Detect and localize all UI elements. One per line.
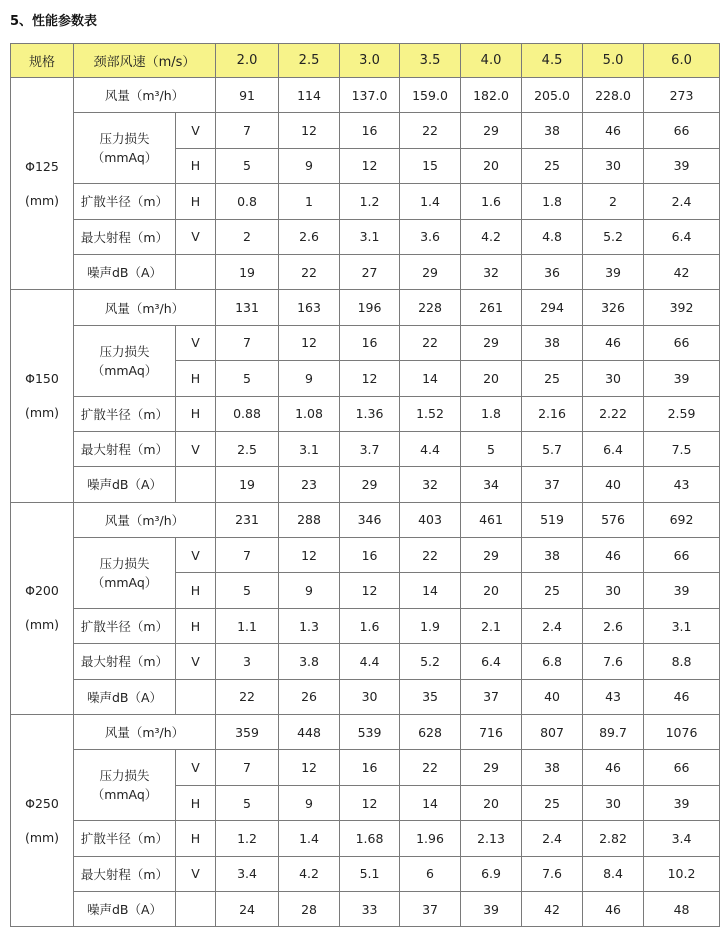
header-speed: 4.5 <box>522 44 583 78</box>
value-cell: 30 <box>583 148 644 183</box>
value-cell: 15 <box>400 148 461 183</box>
value-cell: 46 <box>583 113 644 148</box>
value-cell: 1.4 <box>279 821 340 856</box>
noise-label: 噪声dB（A） <box>74 467 176 502</box>
value-cell: 29 <box>461 750 522 785</box>
value-cell: 39 <box>644 573 720 608</box>
direction-h: H <box>176 573 216 608</box>
empty-cell <box>176 679 216 714</box>
value-cell: 5.7 <box>522 431 583 466</box>
table-row <box>11 431 720 466</box>
value-cell: 7 <box>216 750 279 785</box>
pressure-loss-unit: （mmAq） <box>91 787 158 803</box>
value-cell: 1076 <box>644 715 720 750</box>
value-cell: 3.8 <box>279 644 340 679</box>
header-speed: 4.0 <box>461 44 522 78</box>
pressure-loss-label <box>74 325 176 396</box>
value-cell: 38 <box>522 325 583 360</box>
value-cell: 231 <box>216 502 279 537</box>
value-cell: 7.6 <box>583 644 644 679</box>
value-cell: 89.7 <box>583 715 644 750</box>
pressure-loss-text: 压力损失 <box>99 131 150 147</box>
value-cell: 403 <box>400 502 461 537</box>
value-cell: 8.4 <box>583 856 644 891</box>
value-cell: 12 <box>279 750 340 785</box>
header-neck-speed: 颈部风速（m/s） <box>74 44 216 78</box>
value-cell: 131 <box>216 290 279 325</box>
pressure-loss-unit: （mmAq） <box>91 150 158 166</box>
value-cell: 1.3 <box>279 608 340 643</box>
value-cell: 576 <box>583 502 644 537</box>
value-cell: 2 <box>583 184 644 219</box>
direction-h: H <box>176 821 216 856</box>
value-cell: 5.2 <box>400 644 461 679</box>
value-cell: 228 <box>400 290 461 325</box>
value-cell: 30 <box>583 361 644 396</box>
header-speed: 5.0 <box>583 44 644 78</box>
value-cell: 43 <box>644 467 720 502</box>
value-cell: 66 <box>644 113 720 148</box>
diffusion-radius-label: 扩散半径（m） <box>74 184 176 219</box>
diffusion-radius-label: 扩散半径（m） <box>74 821 176 856</box>
value-cell: 22 <box>216 679 279 714</box>
noise-label: 噪声dB（A） <box>74 891 176 926</box>
value-cell: 205.0 <box>522 78 583 113</box>
value-cell: 7.6 <box>522 856 583 891</box>
value-cell: 6.9 <box>461 856 522 891</box>
value-cell: 24 <box>216 891 279 926</box>
value-cell: 48 <box>644 891 720 926</box>
value-cell: 3 <box>216 644 279 679</box>
value-cell: 20 <box>461 148 522 183</box>
value-cell: 159.0 <box>400 78 461 113</box>
value-cell: 20 <box>461 573 522 608</box>
value-cell: 20 <box>461 361 522 396</box>
value-cell: 26 <box>279 679 340 714</box>
value-cell: 9 <box>279 785 340 820</box>
value-cell: 29 <box>461 538 522 573</box>
direction-h: H <box>176 608 216 643</box>
table-row <box>11 184 720 219</box>
value-cell: 30 <box>583 785 644 820</box>
value-cell: 1.2 <box>340 184 400 219</box>
value-cell: 182.0 <box>461 78 522 113</box>
value-cell: 5 <box>216 361 279 396</box>
value-cell: 2.5 <box>216 431 279 466</box>
value-cell: 3.4 <box>644 821 720 856</box>
table-row <box>11 538 720 573</box>
value-cell: 12 <box>279 113 340 148</box>
airflow-label: 风量（m³/h） <box>74 78 216 113</box>
value-cell: 2.4 <box>522 821 583 856</box>
diffusion-radius-label: 扩散半径（m） <box>74 608 176 643</box>
value-cell: 29 <box>461 325 522 360</box>
value-cell: 114 <box>279 78 340 113</box>
header-speed: 2.5 <box>279 44 340 78</box>
value-cell: 7.5 <box>644 431 720 466</box>
value-cell: 2.6 <box>583 608 644 643</box>
pressure-loss-label <box>74 113 176 184</box>
value-cell: 6.4 <box>644 219 720 254</box>
table-row <box>11 254 720 289</box>
value-cell: 6.4 <box>583 431 644 466</box>
value-cell: 6 <box>400 856 461 891</box>
direction-v: V <box>176 325 216 360</box>
value-cell: 228.0 <box>583 78 644 113</box>
airflow-label: 风量（m³/h） <box>74 502 216 537</box>
value-cell: 519 <box>522 502 583 537</box>
value-cell: 28 <box>279 891 340 926</box>
value-cell: 628 <box>400 715 461 750</box>
value-cell: 20 <box>461 785 522 820</box>
value-cell: 2 <box>216 219 279 254</box>
value-cell: 2.4 <box>522 608 583 643</box>
direction-v: V <box>176 538 216 573</box>
value-cell: 8.8 <box>644 644 720 679</box>
value-cell: 3.1 <box>279 431 340 466</box>
value-cell: 12 <box>279 538 340 573</box>
value-cell: 692 <box>644 502 720 537</box>
table-row <box>11 891 720 926</box>
value-cell: 2.13 <box>461 821 522 856</box>
value-cell: 4.4 <box>400 431 461 466</box>
value-cell: 1.8 <box>461 396 522 431</box>
value-cell: 66 <box>644 538 720 573</box>
value-cell: 261 <box>461 290 522 325</box>
value-cell: 3.6 <box>400 219 461 254</box>
value-cell: 39 <box>644 785 720 820</box>
value-cell: 7 <box>216 538 279 573</box>
direction-h: H <box>176 396 216 431</box>
value-cell: 34 <box>461 467 522 502</box>
direction-v: V <box>176 113 216 148</box>
spec-unit: (mm) <box>24 405 60 421</box>
value-cell: 5 <box>216 785 279 820</box>
max-throw-label: 最大射程（m） <box>74 431 176 466</box>
max-throw-label: 最大射程（m） <box>74 219 176 254</box>
value-cell: 4.2 <box>279 856 340 891</box>
value-cell: 346 <box>340 502 400 537</box>
diffusion-radius-label: 扩散半径（m） <box>74 396 176 431</box>
value-cell: 22 <box>400 113 461 148</box>
value-cell: 22 <box>400 325 461 360</box>
value-cell: 2.6 <box>279 219 340 254</box>
value-cell: 36 <box>522 254 583 289</box>
value-cell: 25 <box>522 148 583 183</box>
table-row <box>11 325 720 360</box>
value-cell: 1.68 <box>340 821 400 856</box>
value-cell: 4.2 <box>461 219 522 254</box>
direction-v: V <box>176 856 216 891</box>
table-row <box>11 679 720 714</box>
value-cell: 29 <box>340 467 400 502</box>
value-cell: 1.6 <box>461 184 522 219</box>
value-cell: 25 <box>522 573 583 608</box>
value-cell: 22 <box>400 750 461 785</box>
pressure-loss-label <box>74 750 176 821</box>
value-cell: 19 <box>216 467 279 502</box>
value-cell: 29 <box>400 254 461 289</box>
table-row <box>11 290 720 325</box>
value-cell: 46 <box>583 891 644 926</box>
direction-h: H <box>176 148 216 183</box>
value-cell: 294 <box>522 290 583 325</box>
value-cell: 32 <box>461 254 522 289</box>
value-cell: 4.4 <box>340 644 400 679</box>
spec-size: Φ200 <box>25 583 59 599</box>
value-cell: 716 <box>461 715 522 750</box>
spec-unit: (mm) <box>24 192 60 208</box>
header-speed: 2.0 <box>216 44 279 78</box>
value-cell: 39 <box>644 148 720 183</box>
pressure-loss-unit: （mmAq） <box>91 362 158 378</box>
value-cell: 40 <box>522 679 583 714</box>
value-cell: 42 <box>644 254 720 289</box>
value-cell: 2.4 <box>644 184 720 219</box>
value-cell: 196 <box>340 290 400 325</box>
table-row <box>11 644 720 679</box>
value-cell: 4.8 <box>522 219 583 254</box>
value-cell: 0.88 <box>216 396 279 431</box>
value-cell: 16 <box>340 750 400 785</box>
value-cell: 5 <box>216 148 279 183</box>
value-cell: 6.4 <box>461 644 522 679</box>
value-cell: 25 <box>522 361 583 396</box>
value-cell: 5 <box>216 573 279 608</box>
value-cell: 288 <box>279 502 340 537</box>
value-cell: 461 <box>461 502 522 537</box>
header-speed: 3.0 <box>340 44 400 78</box>
value-cell: 35 <box>400 679 461 714</box>
spec-size-cell <box>11 290 74 502</box>
value-cell: 9 <box>279 573 340 608</box>
value-cell: 1.2 <box>216 821 279 856</box>
value-cell: 5.2 <box>583 219 644 254</box>
value-cell: 5.1 <box>340 856 400 891</box>
value-cell: 7 <box>216 325 279 360</box>
section-title: 5、性能参数表 <box>10 14 98 29</box>
value-cell: 42 <box>522 891 583 926</box>
value-cell: 23 <box>279 467 340 502</box>
value-cell: 807 <box>522 715 583 750</box>
value-cell: 7 <box>216 113 279 148</box>
airflow-label: 风量（m³/h） <box>74 715 216 750</box>
value-cell: 46 <box>583 750 644 785</box>
value-cell: 3.1 <box>340 219 400 254</box>
value-cell: 32 <box>400 467 461 502</box>
value-cell: 27 <box>340 254 400 289</box>
value-cell: 19 <box>216 254 279 289</box>
value-cell: 37 <box>461 679 522 714</box>
performance-table <box>10 43 720 927</box>
empty-cell <box>176 891 216 926</box>
noise-label: 噪声dB（A） <box>74 254 176 289</box>
pressure-loss-label <box>74 538 176 609</box>
table-row <box>11 78 720 113</box>
pressure-loss-text: 压力损失 <box>99 768 150 784</box>
value-cell: 14 <box>400 785 461 820</box>
table-row <box>11 750 720 785</box>
pressure-loss-text: 压力损失 <box>99 343 150 359</box>
value-cell: 22 <box>279 254 340 289</box>
value-cell: 25 <box>522 785 583 820</box>
value-cell: 3.7 <box>340 431 400 466</box>
spec-unit: (mm) <box>24 829 60 845</box>
value-cell: 16 <box>340 325 400 360</box>
value-cell: 1.4 <box>400 184 461 219</box>
value-cell: 12 <box>340 785 400 820</box>
pressure-loss-unit: （mmAq） <box>91 574 158 590</box>
value-cell: 39 <box>461 891 522 926</box>
value-cell: 29 <box>461 113 522 148</box>
value-cell: 2.16 <box>522 396 583 431</box>
direction-v: V <box>176 750 216 785</box>
value-cell: 3.1 <box>644 608 720 643</box>
value-cell: 43 <box>583 679 644 714</box>
empty-cell <box>176 467 216 502</box>
empty-cell <box>176 254 216 289</box>
value-cell: 0.8 <box>216 184 279 219</box>
header-row <box>11 44 720 78</box>
value-cell: 39 <box>583 254 644 289</box>
value-cell: 448 <box>279 715 340 750</box>
value-cell: 1.52 <box>400 396 461 431</box>
value-cell: 2.59 <box>644 396 720 431</box>
value-cell: 3.4 <box>216 856 279 891</box>
spec-size: Φ250 <box>25 795 59 811</box>
value-cell: 46 <box>583 325 644 360</box>
value-cell: 163 <box>279 290 340 325</box>
value-cell: 30 <box>583 573 644 608</box>
value-cell: 137.0 <box>340 78 400 113</box>
value-cell: 40 <box>583 467 644 502</box>
table-row <box>11 821 720 856</box>
value-cell: 2.1 <box>461 608 522 643</box>
value-cell: 1 <box>279 184 340 219</box>
direction-v: V <box>176 219 216 254</box>
value-cell: 9 <box>279 361 340 396</box>
direction-v: V <box>176 431 216 466</box>
spec-size-cell <box>11 715 74 927</box>
value-cell: 1.9 <box>400 608 461 643</box>
value-cell: 37 <box>522 467 583 502</box>
table-row <box>11 467 720 502</box>
value-cell: 5 <box>461 431 522 466</box>
table-row <box>11 715 720 750</box>
value-cell: 46 <box>583 538 644 573</box>
value-cell: 37 <box>400 891 461 926</box>
value-cell: 12 <box>340 361 400 396</box>
value-cell: 273 <box>644 78 720 113</box>
header-speed: 3.5 <box>400 44 461 78</box>
value-cell: 38 <box>522 750 583 785</box>
value-cell: 39 <box>644 361 720 396</box>
value-cell: 9 <box>279 148 340 183</box>
spec-size-cell <box>11 78 74 290</box>
direction-v: V <box>176 644 216 679</box>
value-cell: 16 <box>340 538 400 573</box>
value-cell: 38 <box>522 538 583 573</box>
value-cell: 66 <box>644 750 720 785</box>
value-cell: 359 <box>216 715 279 750</box>
table-row <box>11 502 720 537</box>
airflow-label: 风量（m³/h） <box>74 290 216 325</box>
value-cell: 1.6 <box>340 608 400 643</box>
table-row <box>11 219 720 254</box>
value-cell: 16 <box>340 113 400 148</box>
value-cell: 1.08 <box>279 396 340 431</box>
table-row <box>11 396 720 431</box>
value-cell: 1.96 <box>400 821 461 856</box>
value-cell: 12 <box>279 325 340 360</box>
spec-size: Φ150 <box>25 371 59 387</box>
max-throw-label: 最大射程（m） <box>74 644 176 679</box>
value-cell: 30 <box>340 679 400 714</box>
value-cell: 66 <box>644 325 720 360</box>
header-spec: 规格 <box>11 44 74 78</box>
value-cell: 14 <box>400 361 461 396</box>
table-row <box>11 856 720 891</box>
value-cell: 1.36 <box>340 396 400 431</box>
header-speed: 6.0 <box>644 44 720 78</box>
value-cell: 12 <box>340 148 400 183</box>
max-throw-label: 最大射程（m） <box>74 856 176 891</box>
value-cell: 22 <box>400 538 461 573</box>
table-row <box>11 113 720 148</box>
value-cell: 539 <box>340 715 400 750</box>
value-cell: 6.8 <box>522 644 583 679</box>
value-cell: 392 <box>644 290 720 325</box>
value-cell: 2.22 <box>583 396 644 431</box>
value-cell: 14 <box>400 573 461 608</box>
pressure-loss-text: 压力损失 <box>99 555 150 571</box>
spec-unit: (mm) <box>24 617 60 633</box>
value-cell: 46 <box>644 679 720 714</box>
value-cell: 326 <box>583 290 644 325</box>
value-cell: 1.1 <box>216 608 279 643</box>
value-cell: 1.8 <box>522 184 583 219</box>
direction-h: H <box>176 785 216 820</box>
value-cell: 10.2 <box>644 856 720 891</box>
value-cell: 91 <box>216 78 279 113</box>
table-row <box>11 608 720 643</box>
direction-h: H <box>176 361 216 396</box>
direction-h: H <box>176 184 216 219</box>
spec-size: Φ125 <box>25 158 59 174</box>
value-cell: 12 <box>340 573 400 608</box>
value-cell: 38 <box>522 113 583 148</box>
spec-size-cell <box>11 502 74 714</box>
value-cell: 33 <box>340 891 400 926</box>
value-cell: 2.82 <box>583 821 644 856</box>
noise-label: 噪声dB（A） <box>74 679 176 714</box>
